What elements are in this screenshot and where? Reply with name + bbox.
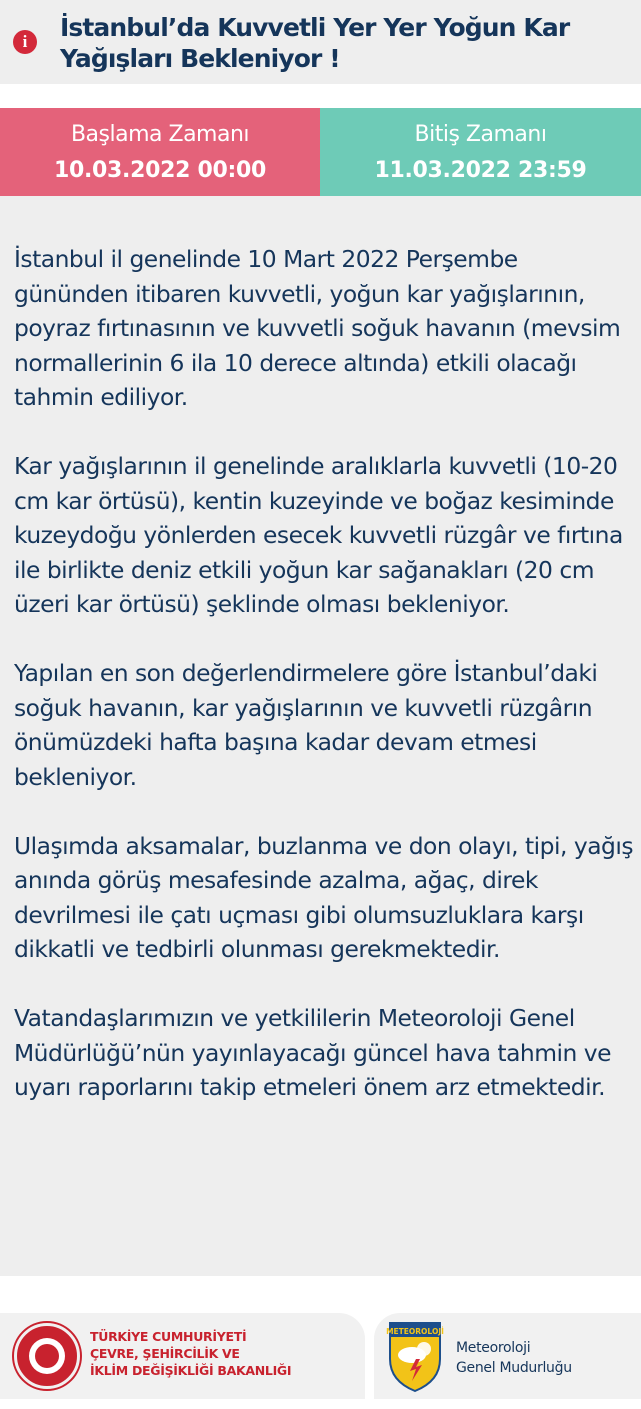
ministry-seal-icon — [14, 1323, 80, 1389]
end-time-value: 11.03.2022 23:59 — [374, 158, 587, 183]
ministry-line: ÇEVRE, ŞEHİRCİLİK VE — [90, 1346, 240, 1361]
end-time-panel — [320, 108, 641, 196]
alert-title: İstanbul’da Kuvvetli Yer Yer Yoğun Kar Yağışları Bekleniyor ! — [60, 13, 570, 73]
ministry-name — [90, 1328, 360, 1379]
paragraph: İstanbul il genelinde 10 Mart 2022 Perşembe gününden itibaren kuvvetli, yoğun kar yağışlarının, poyraz fırtınasının ve kuvvetli soğuk havanın (mevsim normallerinin 6 ila 10 derece altında) etkili olacağı tahmin ediliyor. — [14, 245, 621, 411]
ministry-line: TÜRKİYE CUMHURİYETİ — [90, 1329, 247, 1344]
mgm-name — [456, 1338, 572, 1378]
mgm-logo-text: METEOROLOJİ — [386, 1327, 444, 1336]
footer — [0, 1276, 641, 1409]
info-icon: i — [13, 30, 37, 54]
header-spacer — [0, 84, 641, 108]
start-time-panel — [0, 108, 320, 196]
alert-description — [14, 242, 634, 1139]
mgm-line: Meteoroloji — [456, 1340, 531, 1356]
alert-body — [0, 196, 641, 1276]
paragraph: Yapılan en son değerlendirmelere göre İstanbul’daki soğuk havanın, kar yağışlarının ve kuvvetli rüzgârın önümüzdeki hafta başına kadar devam etmesi bekleniyor. — [14, 659, 598, 791]
start-time-value: 10.03.2022 00:00 — [53, 158, 267, 183]
ministry-link[interactable] — [0, 1313, 365, 1399]
end-time-label: Bitiş Zamanı — [414, 122, 547, 147]
paragraph: Kar yağışlarının il genelinde aralıklarla kuvvetli (10-20 cm kar örtüsü), kentin kuzeyinde ve boğaz kesiminde kuzeydoğu yönlerden esecek kuvvetli rüzgâr ve fırtına ile birlikte deniz etkili yoğun kar sağanakları (20 cm üzeri kar örtüsü) şeklinde olması bekleniyor. — [14, 452, 623, 618]
paragraph: Ulaşımda aksamalar, buzlanma ve don olayı, tipi, yağış anında görüş mesafesinde azalma, ağaç, direk devrilmesi ile çatı uçması gibi olumsuzluklara karşı dikkatli ve tedbirli olunması gerekmektedir. — [14, 831, 634, 963]
mgm-line: Genel Mudurluğu — [456, 1360, 572, 1376]
alert-header — [0, 0, 641, 84]
mgm-link[interactable] — [374, 1313, 641, 1399]
meteoroloji-logo-icon — [386, 1319, 444, 1393]
ministry-line: İKLİM DEĞİŞİKLİĞİ BAKANLIĞI — [90, 1363, 292, 1378]
start-time-label: Başlama Zamanı — [70, 122, 250, 147]
paragraph: Vatandaşlarımızın ve yetkililerin Meteoroloji Genel Müdürlüğü’nün yayınlayacağı güncel hava tahmin ve uyarı raporlarını takip etmeleri önem arz etmektedir. — [14, 1004, 612, 1101]
